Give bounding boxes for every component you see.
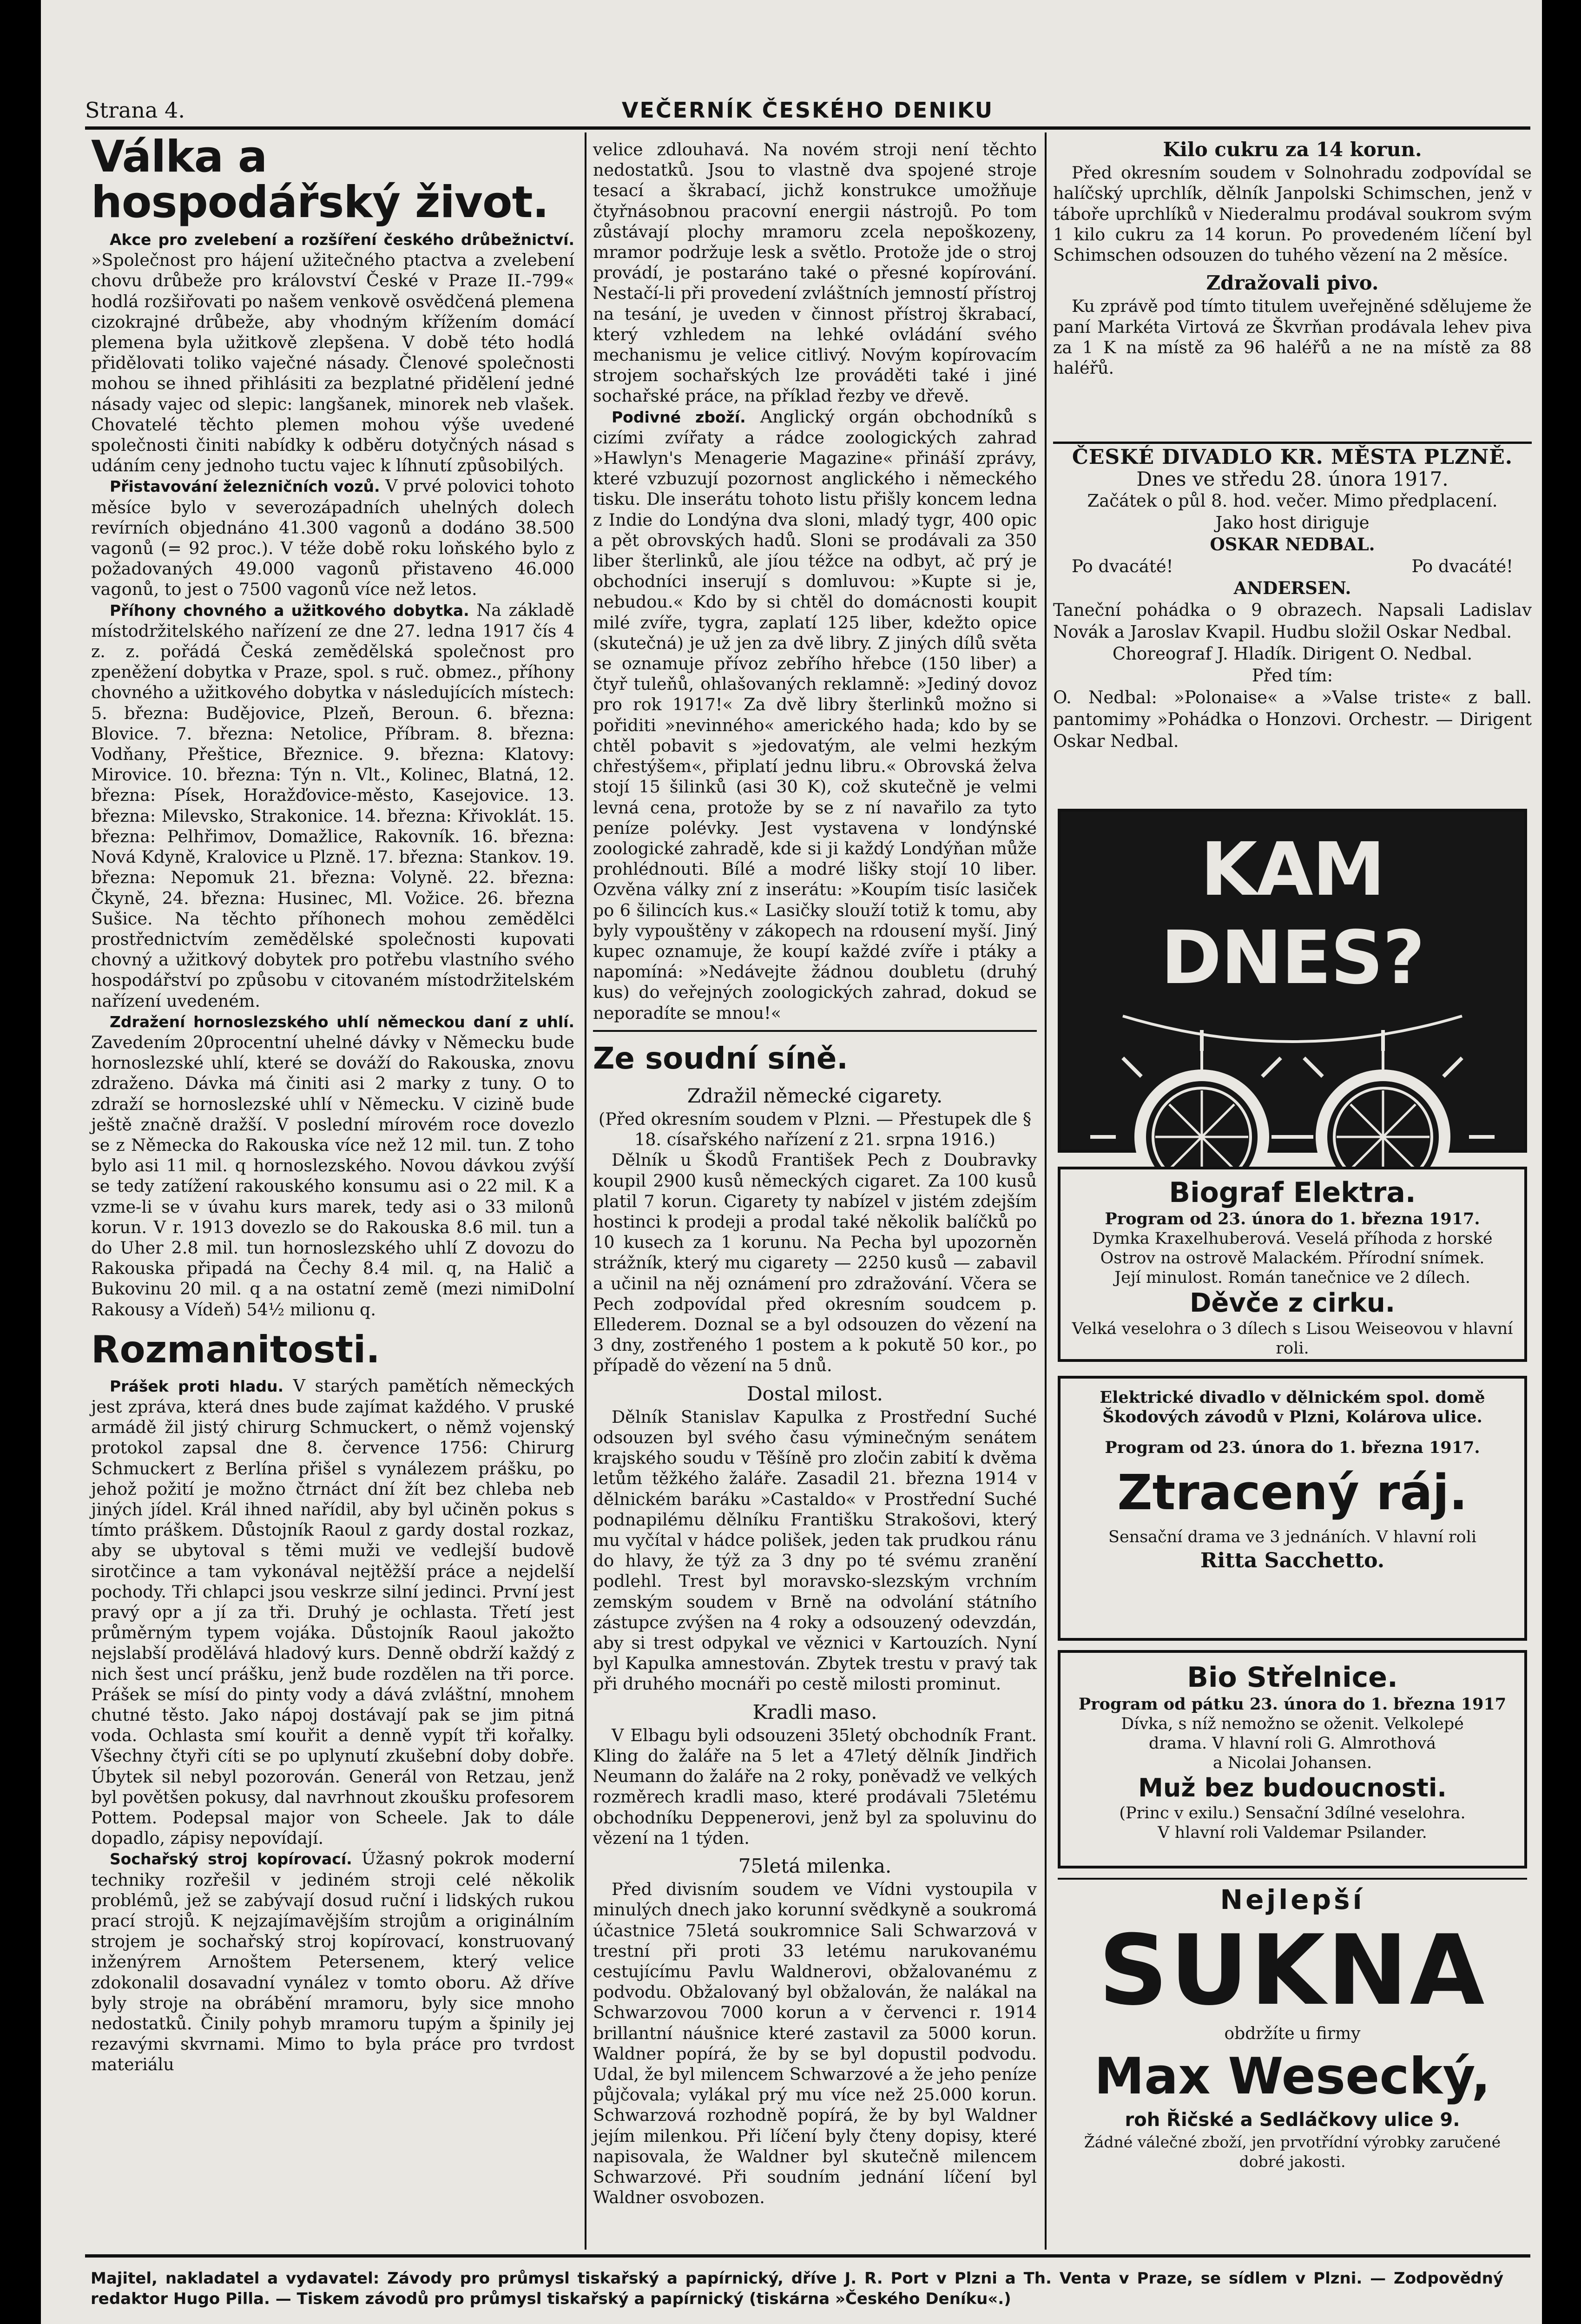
column-rule-2 [1045, 132, 1047, 2250]
electric-theatre-line-2: Škodových závodů v Plzni, Kolárova ulice. [1102, 1407, 1482, 1426]
electric-theatre-ad [1058, 1376, 1527, 1641]
strelnice-line-2: drama. V hlavní roli G. Almrothová [1148, 1734, 1436, 1753]
headline-war-economy: Válka a hospodářský život. [91, 132, 549, 228]
elektra-feature-desc: Velká veselohra o 3 dílech s Lisou Weiseovou v hlavní roli. [1072, 1320, 1513, 1358]
headline-miscellany: Rozmanitosti. [91, 1327, 380, 1371]
theatre-time: Začátek o půl 8. hod. večer. Mimo předplacení. [1087, 491, 1498, 511]
sukna-ad [1058, 1878, 1527, 2238]
section-court: Ze soudní síně. [593, 1041, 848, 1076]
elektra-feature: Děvče z cirku. [1189, 1288, 1396, 1318]
strelnice-line-5: V hlavní roli Valdemar Psilander. [1158, 1823, 1427, 1842]
strelnice-feature: Muž bez budoucnosti. [1138, 1773, 1447, 1802]
subhead-copy-machine: Sochařský stroj kopírovací. [110, 1850, 352, 1868]
court-article-meat: V Elbagu byli odsouzeni 35letý obchodník Frant. Kling do žaláře na 5 let a 47letý dělník Jindřich Neumann do žaláře na 2 roky, poněvadž ve velkých rozměrech kradli maso, které prodávali 75letému obchodníku Deppenerovi, jenž byl za spoluvinu do vězení na 1 týden. [593, 1725, 1037, 1848]
strelnice-program: Program od pátku 23. února do 1. března 1917 [1078, 1695, 1507, 1714]
page-header [85, 98, 1530, 125]
theatre-pause-right: Po dvacáté! [1411, 556, 1513, 576]
electric-theatre-line-1: Elektrické divadlo v dělnickém spol. domě [1100, 1388, 1485, 1407]
subhead-hunger-powder: Prášek proti hladu. [110, 1377, 284, 1395]
article-coal: Zavedením 20procentní uhelné dávky v Německu bude hornoslezské uhlí, které se dováží do Rakouska, znovu zdraženo. Dávka má činiti asi 2 marky z tuny. O to zdraží se hornoslezské uhlí v Německu. V cizině bude ještě značně dražší. V poslední mírovém roce dovezlo se z Německa do Rakouska více než 12 mil. tun. Z toho bylo asi 11 mil. q hornoslezského. Novou dávkou zvýší se tedy zatížení rakouského konsumu asi o 22 mil. K a vzme-li se v úvahu kurs marek, tedy asi o 33 milonů korun. V r. 1913 dovezlo se do Rakouska 8.6 mil. tun a do Uher 2.8 mil. tun hornoslezského uhlí Z dovozu do Rakouska připadá na Čechy 8.4 mil. q, na Halič a Bukovinu 20 mil. q a na ostatní země (mezi nimiDolní Rakousy a Vídeň) 54½ milionu q. [91, 1032, 574, 1320]
bio-strelnice-ad [1058, 1650, 1527, 1868]
section-rule [593, 1030, 1037, 1032]
news-title-sugar: Kilo cukru za 14 korun. [1163, 138, 1422, 161]
biograf-elektra-ad [1058, 1167, 1527, 1362]
court-title-cigarettes: Zdražil německé cigarety. [687, 1084, 943, 1107]
theatre-date: Dnes ve středu 28. února 1917. [1136, 468, 1449, 490]
court-article-cigarettes: Dělník u Škodů František Pech z Doubravky koupil 2900 kusů německých cigaret. Za 100 kusů platil 7 korun. Cigarety ty nabízel v jistém zdejším hostinci k prodeji a prodal také několik balíčků po 10 kusech za 1 korunu. Na Pecha byl upozorněn strážník, který mu cigarety — 2250 kusů — zabavil a učinil na něj oznámení pro zdražování. Včera se Pech zodpovídal před okresním soudcem p. Ellederem. Doznal se a byl odsouzen do vězení na 3 dny, zostřeného 1 postem a k pokutě 50 kor., po případě do vězení na 5 dnů. [593, 1150, 1037, 1376]
sukna-obtain: obdržíte u firmy [1224, 2024, 1361, 2043]
theatre-prelude: O. Nedbal: »Polonaise« a »Valse triste« z ball. pantomimy »Pohádka o Honzovi. Orchestr. — Dirigent Oskar Nedbal. [1053, 687, 1532, 751]
news-beer: Ku zprávě pod tímto titulem uveřejněné sdělujeme že paní Markéta Virtová ze Škvrňan prodávala lehev piva za 1 K na místě za 96 haléřů a ne na místě za 88 haléřů. [1053, 296, 1532, 378]
court-title-pardon: Dostal milost. [747, 1382, 883, 1405]
sukna-big: SUKNA [1098, 1915, 1487, 2027]
strelnice-line-1: Dívka, s níž nemožno se oženit. Velkolepé [1121, 1715, 1464, 1733]
theatre-before: Před tím: [1252, 666, 1333, 686]
electric-theatre-desc: Sensační drama ve 3 jednáních. V hlavní roli [1108, 1528, 1477, 1546]
sukna-top: Nejlepší [1220, 1884, 1365, 1915]
electric-theatre-program: Program od 23. února do 1. března 1917. [1105, 1438, 1480, 1457]
imprint-footer: Majitel, nakladatel a vydavatel: Závody pro průmysl tiskařský a papírnický, dříve J. R. Port v Plzni a Th. Venta v Praze, se sídlem v Plzni. — Zodpovědný redaktor Hugo Pilla. — Tiskem závodů pro průmysl tiskařský a papírnický (tiskárna »Českého Deníku«.) [91, 2269, 1503, 2308]
theatre-rule [1053, 442, 1532, 444]
article-rail-cars: V prvé polovici tohoto měsíce bylo v severozápadních uhelných dolech revírních objednáno 41.300 vagonů a dodáno 38.500 vagonů (= 92 proc.). V téže době roku loňského bylo z požadovaných 49.000 vagonů přistaveno 46.000 vagonů, to jest o 7500 vagonů více než letos. [91, 476, 574, 600]
theatre-desc: Taneční pohádka o 9 obrazech. Napsali Ladislav Novák a Jaroslav Kvapil. Hudbu složil Oskar Nedbal. [1053, 600, 1532, 642]
elektra-program: Program od 23. února do 1. března 1917. [1105, 1209, 1480, 1228]
court-article-pardon: Dělník Stanislav Kapulka z Prostřední Suché odsouzen byl svého času výminečným senátem krajského soudu v Těšíně pro zločin zabití k dvěma letům těžkého žaláře. Zasadil 21. března 1914 v dělnickém baráku »Castaldo« v Prostřední Suché podnapilému dělníku Františku Strakošovi, který mu vyčítal v hádce polišek, jeden tak prudkou ránu do hlavy, že týž za 3 dny po té svému zranění podlehl. Trest byl moravsko-slezským vrchním zemským soudem v Brně na odvolání státního zástupce zvýšen na 4 roky a odsouzený odevzdán, aby si trest odpykal ve věznici v Kartouzích. Nyní byl Kapulka amnestován. Zbytek trestu v pravý tak při druhého mocnáři po cestě milosti prominut. [593, 1406, 1037, 1694]
lamp-wire [1123, 1016, 1462, 1042]
strelnice-line-3: a Nicolai Johansen. [1212, 1754, 1372, 1772]
electric-theatre-title: Ztracený ráj. [1117, 1464, 1468, 1521]
subhead-livestock: Příhony chovného a užitkového dobytka. [110, 601, 469, 620]
article-hunger-powder: V starých pamětích německých jest zpráva, která dnes bude zajímat každého. V pruské armádě žil jistý chirurg Schmuckert, o němž vojenský protokol zapsal dne 8. července 1756: Chirurg Schmuckert z Berlína přišel s vynálezem prášku, po jehož požití je možno čtrnáct dní žít bez chleba neb jiných jídel. Král ihned nařídil, aby byl učiněn pokus s tímto práškem. Důstojník Raoul z gardy dostal rozkaz, aby se ubytoval s těmi muži ve vedlejší budově sirotčince a tam vykonával nejtěžší práce a nejdelší pochody. Tři chlapci jsou veskrze silní jedinci. První jest pravý opr a jí za tři. Druhý je ochlasta. Třetí jest průměrným typem vojáka. Důstojník Raoul jakožto nejslabší prodělává hladový kurs. Denně obdrží každý z nich šest uncí prášku, jenž bude rozdělen na tři porce. Prášek se mísí do pinty vody a dává zvláštní, mnohem chutné těsto. Jako nápoj dostávají pak se jim pitná voda. Ochlasta smí kouřit a denně vypít tři kořalky. Všechny čtyři cíti se po uplynutí zkušební doby dobře. Úbytek sil nebyl pozorován. Generál von Retzau, jenž byl povětšen pokusy, dal navrhnout zkoušku profesorem Pottem. Podepsal major von Scheele. Jak to dále dopadlo, zápisy nepovídají. [91, 1375, 574, 1849]
theatre-andersen: ANDERSEN. [1233, 578, 1351, 598]
newspaper-page [41, 0, 1542, 2324]
sukna-note: Žádné válečné zboží, jen prvotřídní výrobky zaručené dobré jakosti. [1084, 2133, 1501, 2171]
article-copy-machine: Úžasný pokrok moderní techniky rozřešil v jediném stroji celé několik problémů, jež se zabývají dosud ruční i lidských rukou prací strojů. K nejzajímavějším strojům a originálním strojem je sochařský stroj kopírovací, konstruovaný inženýrem Arnoštem Petersenem, který velice zdokonalil dosavadní vynález v tomto oboru. Až dříve byly stroje na obrábění mramoru, byly sice mnoho nedostatků. Činily pohyb mramoru tupým a špinily jej rezavými skvrnami. Mimo to byla práce pro tvrdost materiálu [91, 1849, 575, 2075]
column-3-news [1053, 139, 1532, 378]
theatre-conductor: OSKAR NEDBAL. [1210, 534, 1375, 555]
column-rule-1 [585, 132, 586, 2250]
elektra-line-2: Ostrov na ostrově Malackém. Přírodní snímek. [1100, 1249, 1485, 1268]
sukna-firm: Max Wesecký, [1094, 2047, 1491, 2106]
court-title-mistress: 75letá milenka. [738, 1855, 892, 1878]
article-copy-machine-cont: velice zdlouhavá. Na novém stroji není těchto nedostatků. Jsou to vlastně dva spojené stroje tesací a škrabací, jichž konstrukce umožňuje čtyřnásobnou pracovní energii nástrojů. Po tom zůstávají plochy mramoru zcela nepoškozeny, mramor podržuje lesk a světlo. Protože jde o stroj provádí, je postaráno také o přesné kopírování. Nestačí-li při provedení zvláštních jemností přístroj na tesání, je uveden v činnost přístroj škrabací, který vzhledem na lehké ovládání svého mechanismu je velice citlivý. Novým kopírovacím strojem sochařských lze prováděti také i jiné sochařské práce, na příklad řezby ve dřevě. [593, 139, 1037, 406]
column-1 [91, 132, 574, 2075]
strelnice-line-4: (Princ v exilu.) Sensační 3dílné veselohra. [1119, 1804, 1466, 1822]
elektra-line-3: Její minulost. Román tanečnice ve 2 dílech. [1114, 1268, 1470, 1287]
column-2 [593, 139, 1037, 2208]
theatre-title: ČESKÉ DIVADLO KR. MĚSTA PLZNĚ. [1072, 445, 1513, 469]
theatre-pause-left: Po dvacáté! [1072, 556, 1173, 576]
news-title-beer: Zdražovali pivo. [1206, 271, 1379, 295]
masthead-title: VEČERNÍK ČESKÉHO DENIKU [621, 98, 994, 123]
article-poultry: »Společnost pro hájení užitečného ptactva a zvelebení chovu drůbeže pro království České v Praze II.-799« hodlá rozšiřovati po našem venkově osvědčená plemena cizokrajné drůbeže, aby vhodným křížením domácí plemena byla užitkově zlepšena. V době této hodlá přidělovati toliko vaječné násady. Členové společnosti mohou se ihned přihlásiti za bezplatné přidělení jedné násady vajec od slepic: langšanek, minorek neb vlašek. Chovatelé těchto plemen mohou výše uvedené společnosti činiti nabídky k odběru dotyčných násad s udáním ceny jednoho tuctu vajec k líhnutí způsobilých. [91, 250, 574, 476]
elektra-line-1: Dymka Kraxelhuberová. Veselá příhoda z horské [1092, 1229, 1493, 1248]
subhead-rail-cars: Přistavování železničních vozů. [110, 477, 380, 496]
article-livestock: Na základě místodržitelského nařízení ze dne 27. ledna 1917 čís 4 z. z. pořádá Česká zemědělská společnost pro zpeněžení dobytka v Praze, spol. s ruč. obmez., příhony chovného a užitkového dobytka v následujících místech: 5. března: Budějovice, Plzeň, Beroun. 6. března: Blovice. 7. března: Netolice, Příbram. 8. března: Vodňany, Přeštice, Březnice. 9. března: Klatovy: Mirovice. 10. března: Týn n. Vlt., Kolinec, Blatná, 12. března: Písek, Horažďovice-město, Kasejovice. 13. března: Milevsko, Strakonice. 14. března: Křivoklát. 15. března: Pelhřimov, Domažlice, Rakovník. 16. března: Nová Kdyně, Kralovice u Plzně. 17. března: Stankov. 19. března: Nepomuk 21. března: Volyně. 22. března: Čkyně, 24. března: Husinec, Ml. Vožice. 26. března Sušice. Na těchto příhonech mohou zemědělci prostřednictvím zemědělské společnosti kupovati chovný a užitkový dobytek pro potřebu vlastního svého hospodářství po způsobu v citovaném místodržitelském nařízení uvedeném. [91, 600, 575, 1011]
kam-dnes-title: KAM DNES? [1160, 827, 1424, 1001]
news-sugar: Před okresním soudem v Solnohradu zodpovídal se halíčský uprchlík, dělník Janpolski Schimschen, jenž v táboře uprchlíků v Niederalmu prodával soukrom svým 1 kilo cukru za 14 korun. Po provedeném líčení byl Schimschen odsouzen do tuhého vězení na 2 měsíce. [1053, 163, 1532, 265]
elektra-title: Biograf Elektra. [1169, 1176, 1416, 1209]
court-title-meat: Kradli maso. [752, 1700, 877, 1723]
page-number: Strana 4. [85, 98, 185, 123]
article-strange-goods: Anglický orgán obchodníků s cizími zvířaty a rádce zoologických zahrad »Hawlyn's Menagerie Magazine« přináší zprávy, které vzbuzují pozornost anglického i německého tisku. Dle inserátu tohoto listu přišly koncem ledna z Indie do Londýna dva sloni, mladý tygr, 400 opic a pět obrovských hadů. Sloni se prodávali za 350 liber šterlinků, ale jíou téžce na odbyt, ač prý je obchodníci inserují s domluvou: »Kupte si je, nebudou.« Kdo by si chtěl do domácnosti koupit milé zvíře, tygra, zaplatí 125 liber, kdežto opice (skutečná) je už jen za dvě libry. Z jiných dílů světa se oznamuje přívoz zebřího hřebce (150 liber) a čtyř tuleňů, ohlašovaných reklamně: »Jediný dovoz pro rok 1917!« Za dvě libry šterlinků možno si pořiditi »nevinného« amerického hada; kdo by se chtěl pobavit s »jedovatým, ale velmi hezkým chřestýšem«, připlatí jednu libru.« Obrovská želva stojí 15 šilinků (asi 30 K), což skutečně je velmi levná cena, protože by se z ní navařilo za tyto peníze polévky. Jest vystavena v londýnské zoologické zahradě, kde si ji každý Londýňan může prohlédnouti. Bílé a modré lišky stojí 10 liber. Ozvěna války zní z inserátu: »Koupím tisíc lasiček po 6 šilincích kus.« Lasičky slouží totiž k tomu, aby byly vypouštěny v zákopech na rdousení myší. Jiný kupec oznamuje, že koupí každé zvíře i ptáky a napomíná: »Nedávejte žádnou doubletu (druhý kus) do veřejných zoologických zahrad, dokud se neporadíte se mnou!« [593, 406, 1037, 1023]
subhead-poultry: Akce pro zvelebení a rozšíření českého drůbežnictví. [110, 231, 574, 249]
theatre-guest: Jako host diriguje [1215, 513, 1370, 533]
sukna-address: roh Řičské a Sedláčkovy ulice 9. [1125, 2109, 1460, 2131]
court-sub-cigarettes: (Před okresním soudem v Plzni. — Přestupek dle § 18. císařského nařízení z 21. srpna 1916.) [598, 1109, 1032, 1150]
theatre-choreographer: Choreograf J. Hladík. Dirigent O. Nedbal. [1112, 644, 1473, 664]
strelnice-title: Bio Střelnice. [1187, 1661, 1398, 1694]
subhead-strange-goods: Podivné zboží. [612, 408, 746, 426]
kam-dnes-ad [1058, 809, 1527, 1153]
theatre-ad [1053, 446, 1532, 752]
court-article-mistress: Před divisním soudem ve Vídni vystoupila v minulých dnech jako korunní svědkyně a soukromá účastnice 75letá soukromnice Sali Schwarzová v trestní při proti 33 letému narukovanému cestujícímu Pavlu Waldnerovi, obžalovanému z podvodu. Obžalovaný byl obžalován, že nalákal na Schwarzovou 7000 korun a v červenci r. 1914 brillantní náušnice které zastavil za 5000 korun. Waldner popírá, že by se byl dopustil podvodu. Udal, že byl milencem Schwarzové a že jeho peníze půjčovala; vylákal prý mu více než 25.000 korun. Schwarzová rozhodně popírá, že by byl Waldner jejím milenkou. Při líčení byly čteny dopisy, které napisovala, že Waldner byl skutečně milencem Schwarzové. Při soudním jednání líčení byl Waldner osvobozen. [593, 1879, 1037, 2208]
subhead-coal: Zdražení hornoslezského uhlí německou daní z uhlí. [110, 1012, 574, 1031]
footer-rule [85, 2254, 1530, 2258]
electric-theatre-star: Ritta Sacchetto. [1200, 1549, 1385, 1572]
header-rule [85, 126, 1530, 130]
